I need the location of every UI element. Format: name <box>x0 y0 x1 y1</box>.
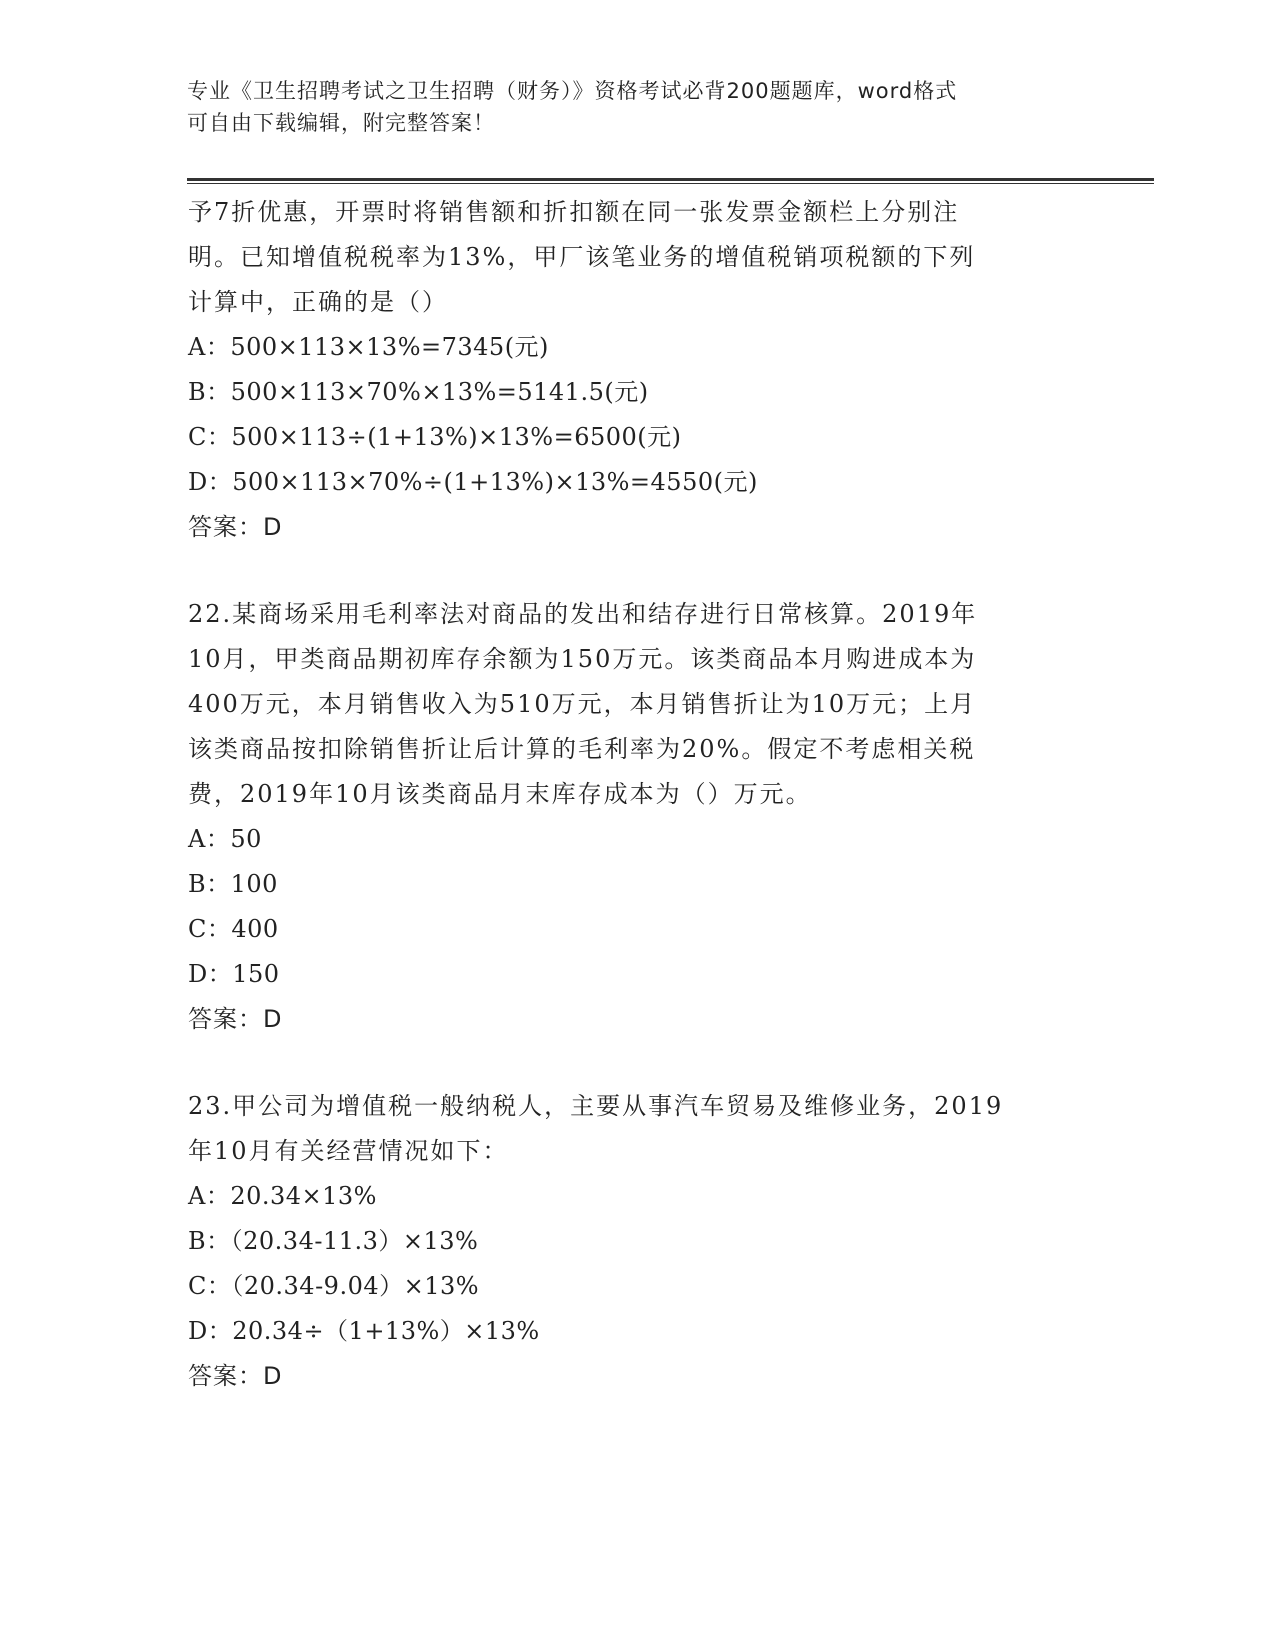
option-b: B：100 <box>188 870 278 898</box>
answer-line: 答案：D <box>188 1362 283 1390</box>
question-text-line: 予7折优惠，开票时将销售额和折扣额在同一张发票金额栏上分别注 <box>188 198 960 226</box>
question-23 <box>188 1084 1088 1399</box>
question-text-line: 400万元，本月销售收入为510万元，本月销售折让为10万元；上月 <box>188 690 977 718</box>
option-d: D：500×113×70%÷(1+13%)×13%=4550(元) <box>188 468 758 496</box>
option-c: C：400 <box>188 915 279 943</box>
option-b: B：500×113×70%×13%=5141.5(元) <box>188 378 649 406</box>
question-spacer <box>188 1042 1088 1084</box>
option-a: A：50 <box>188 825 262 853</box>
header-title-line-2: 可自由下载编辑，附完整答案！ <box>187 111 495 135</box>
option-c: C：（20.34-9.04）×13% <box>188 1272 480 1300</box>
question-22 <box>188 592 1088 1042</box>
option-d: D：150 <box>188 960 280 988</box>
option-d: D：20.34÷（1+13%）×13% <box>188 1317 540 1345</box>
question-text-line: 明。已知增值税税率为13%，甲厂该笔业务的增值税销项税额的下列 <box>188 243 976 271</box>
question-text-line: 10月，甲类商品期初库存余额为150万元。该类商品本月购进成本为 <box>188 645 977 673</box>
option-a: A：500×113×13%=7345(元) <box>188 333 549 361</box>
option-a: A：20.34×13% <box>188 1182 377 1210</box>
option-c: C：500×113÷(1+13%)×13%=6500(元) <box>188 423 682 451</box>
question-spacer <box>188 550 1088 592</box>
question-text-line: 计算中，正确的是（） <box>188 288 448 316</box>
header-divider-thick <box>187 178 1154 181</box>
question-text-line: 22.某商场采用毛利率法对商品的发出和结存进行日常核算。2019年 <box>188 600 978 628</box>
question-text-line: 该类商品按扣除销售折让后计算的毛利率为20%。假定不考虑相关税 <box>188 735 976 763</box>
header-title-line-1: 专业《卫生招聘考试之卫生招聘（财务）》资格考试必背200题题库，word格式 <box>187 79 958 103</box>
question-text-line: 费，2019年10月该类商品月末库存成本为（）万元。 <box>188 780 812 808</box>
answer-line: 答案：D <box>188 1005 283 1033</box>
answer-line: 答案：D <box>188 513 283 541</box>
question-text-line: 年10月有关经营情况如下： <box>188 1137 509 1165</box>
question-21 <box>188 190 1088 550</box>
header-divider-thin <box>187 183 1154 184</box>
question-text-line: 23.甲公司为增值税一般纳税人，主要从事汽车贸易及维修业务，2019 <box>188 1092 1004 1120</box>
option-b: B：（20.34-11.3）×13% <box>188 1227 479 1255</box>
question-content <box>188 190 1088 1399</box>
document-header <box>187 75 1067 139</box>
